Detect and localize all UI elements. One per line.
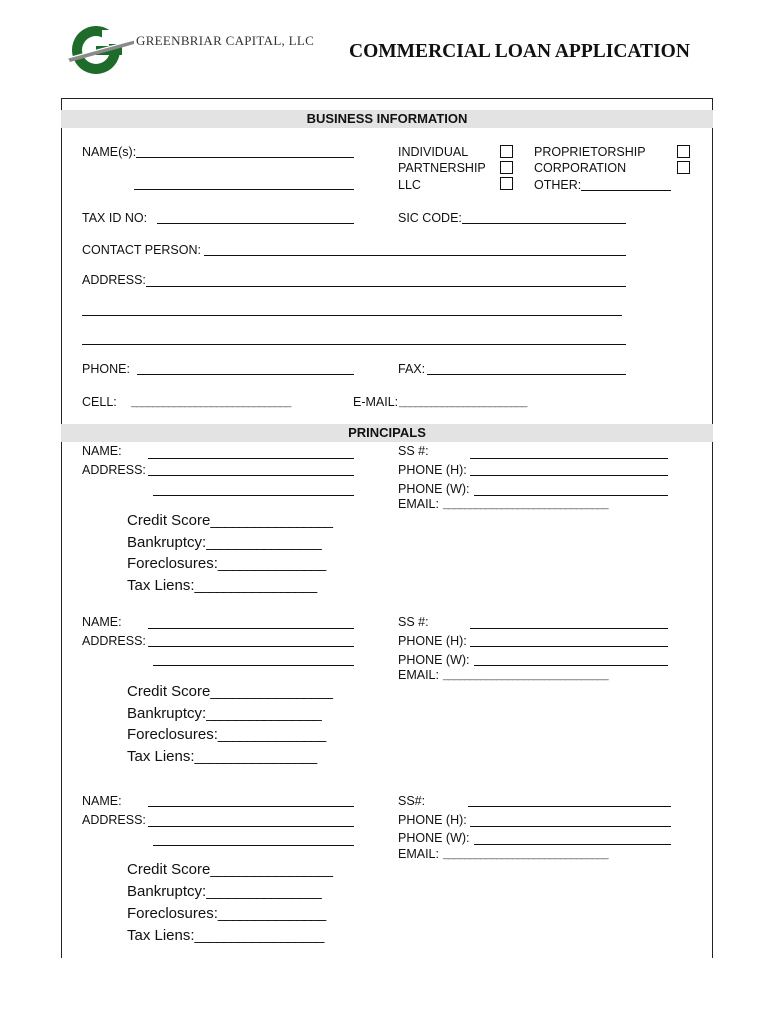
company-name: GREENBRIAR CAPITAL, LLC (136, 33, 315, 48)
principal-name-label: NAME: (82, 444, 122, 458)
address-label: ADDRESS: (82, 273, 146, 287)
principal-name-field[interactable] (148, 806, 354, 807)
credit-score-label (127, 512, 332, 530)
cell-label: CELL: (82, 395, 117, 409)
principal-phone-w-label: PHONE (W): (398, 653, 470, 667)
foreclosures-field[interactable]: _______________ (217, 555, 326, 572)
principal-name-label: NAME: (82, 794, 122, 808)
tax-liens-text: Tax Liens: (127, 748, 195, 765)
principal-phone-w-field[interactable] (474, 495, 668, 496)
principal-email-field[interactable]: _______________________________ (443, 669, 608, 681)
names-field-2[interactable] (134, 189, 354, 190)
principals-section-title: PRINCIPALS (348, 425, 426, 440)
tax-liens-field[interactable]: _________________ (194, 748, 316, 765)
proprietorship-checkbox[interactable] (677, 145, 690, 158)
form-frame-right (712, 98, 713, 958)
principal-address-field-2[interactable] (153, 845, 354, 846)
entity-llc-label: LLC (398, 178, 421, 192)
principal-address-label: ADDRESS: (82, 813, 146, 827)
logo-g-icon (66, 22, 136, 78)
foreclosures-field[interactable]: _______________ (217, 726, 326, 743)
principal-name-label: NAME: (82, 615, 122, 629)
contact-person-label: CONTACT PERSON: (82, 243, 201, 257)
individual-checkbox[interactable] (500, 145, 513, 158)
cell-field[interactable]: ______________________________ (131, 396, 291, 408)
tax-id-label: TAX ID NO: (82, 211, 148, 225)
tax-liens-label (127, 927, 323, 945)
entity-corporation-label: CORPORATION (534, 161, 627, 175)
credit-score-label (127, 683, 332, 701)
contact-person-field[interactable] (204, 255, 626, 256)
principal-name-field[interactable] (148, 628, 354, 629)
foreclosures-field[interactable]: _______________ (217, 905, 326, 922)
principal-phone-w-field[interactable] (474, 665, 668, 666)
principal-email-field[interactable]: _______________________________ (443, 848, 608, 860)
address-field-3[interactable] (82, 344, 626, 345)
principal-phone-h-label: PHONE (H): (398, 634, 467, 648)
principal-address-label: ADDRESS: (82, 463, 146, 477)
entity-partnership-label: PARTNERSHIP (398, 161, 486, 175)
bankruptcy-label (127, 705, 321, 723)
principal-name-field[interactable] (148, 458, 354, 459)
principal-email-label: EMAIL: (398, 668, 439, 682)
principal-phone-h-field[interactable] (470, 646, 668, 647)
bankruptcy-field[interactable]: ________________ (206, 534, 321, 551)
credit-score-text: Credit Score (127, 683, 211, 700)
credit-score-field[interactable]: _________________ (210, 512, 332, 529)
principal-ss-label: SS #: (398, 444, 429, 458)
business-section-title: BUSINESS INFORMATION (306, 111, 468, 126)
tax-liens-field[interactable]: _________________ (194, 577, 316, 594)
principal-address-field-2[interactable] (153, 665, 354, 666)
principal-email-field[interactable]: _______________________________ (443, 498, 608, 510)
credit-score-label (127, 861, 332, 879)
principal-phone-w-label: PHONE (W): (398, 482, 470, 496)
tax-liens-label (127, 577, 316, 595)
sic-code-label: SIC CODE: (398, 211, 462, 225)
foreclosures-text: Foreclosures: (127, 905, 218, 922)
foreclosures-text: Foreclosures: (127, 555, 218, 572)
foreclosures-text: Foreclosures: (127, 726, 218, 743)
credit-score-text: Credit Score (127, 861, 211, 878)
phone-label: PHONE: (82, 362, 130, 376)
form-frame-left (61, 98, 62, 958)
principal-phone-h-label: PHONE (H): (398, 463, 467, 477)
corporation-checkbox[interactable] (677, 161, 690, 174)
principal-address-field-1[interactable] (148, 475, 354, 476)
principal-email-label: EMAIL: (398, 497, 439, 511)
tax-liens-label (127, 748, 316, 766)
principal-email-label: EMAIL: (398, 847, 439, 861)
names-label: NAME(s): (82, 145, 137, 159)
entity-individual-label: INDIVIDUAL (398, 145, 469, 159)
bankruptcy-field[interactable]: ________________ (206, 883, 321, 900)
bankruptcy-field[interactable]: ________________ (206, 705, 321, 722)
address-field-1[interactable] (146, 286, 626, 287)
tax-id-field[interactable] (157, 223, 354, 224)
credit-score-text: Credit Score (127, 512, 211, 529)
fax-label: FAX: (398, 362, 426, 376)
bankruptcy-label (127, 883, 321, 901)
principal-phone-w-field[interactable] (474, 844, 671, 845)
doc-title: COMMERCIAL LOAN APPLICATION (349, 41, 690, 62)
principal-phone-h-field[interactable] (470, 826, 671, 827)
tax-liens-field[interactable]: __________________ (194, 927, 324, 944)
form-frame-top (61, 98, 713, 99)
principal-phone-w-label: PHONE (W): (398, 831, 470, 845)
tax-liens-text: Tax Liens: (127, 927, 195, 944)
principal-phone-h-field[interactable] (470, 475, 668, 476)
names-field-1[interactable] (136, 157, 354, 158)
email-label: E-MAIL: (353, 395, 399, 409)
sic-code-field[interactable] (462, 223, 626, 224)
principal-address-label: ADDRESS: (82, 634, 146, 648)
principal-address-field-2[interactable] (153, 495, 354, 496)
principal-phone-h-label: PHONE (H): (398, 813, 467, 827)
foreclosures-label (127, 905, 325, 923)
partnership-checkbox[interactable] (500, 161, 513, 174)
foreclosures-label (127, 726, 325, 744)
llc-checkbox[interactable] (500, 177, 513, 190)
fax-field[interactable] (427, 374, 626, 375)
phone-field[interactable] (137, 374, 354, 375)
tax-liens-text: Tax Liens: (127, 577, 195, 594)
company-logo (66, 22, 136, 78)
credit-score-field[interactable]: _________________ (210, 861, 332, 878)
foreclosures-label (127, 555, 325, 573)
principal-ss-field[interactable] (470, 458, 668, 459)
principal-address-field-1[interactable] (148, 826, 354, 827)
other-entity-field[interactable] (581, 190, 671, 191)
principal-ss-field[interactable] (470, 628, 668, 629)
principal-ss-label: SS #: (398, 615, 429, 629)
principal-ss-label: SS#: (398, 794, 426, 808)
principal-address-field-1[interactable] (148, 646, 354, 647)
bankruptcy-text: Bankruptcy: (127, 534, 207, 551)
bankruptcy-text: Bankruptcy: (127, 705, 207, 722)
credit-score-field[interactable]: _________________ (210, 683, 332, 700)
bankruptcy-text: Bankruptcy: (127, 883, 207, 900)
email-field[interactable]: ________________________ (399, 396, 527, 408)
entity-other-label: OTHER: (534, 178, 582, 192)
principal-ss-field[interactable] (468, 806, 671, 807)
bankruptcy-label (127, 534, 321, 552)
address-field-2[interactable] (82, 315, 622, 316)
entity-proprietorship-label: PROPRIETORSHIP (534, 145, 646, 159)
